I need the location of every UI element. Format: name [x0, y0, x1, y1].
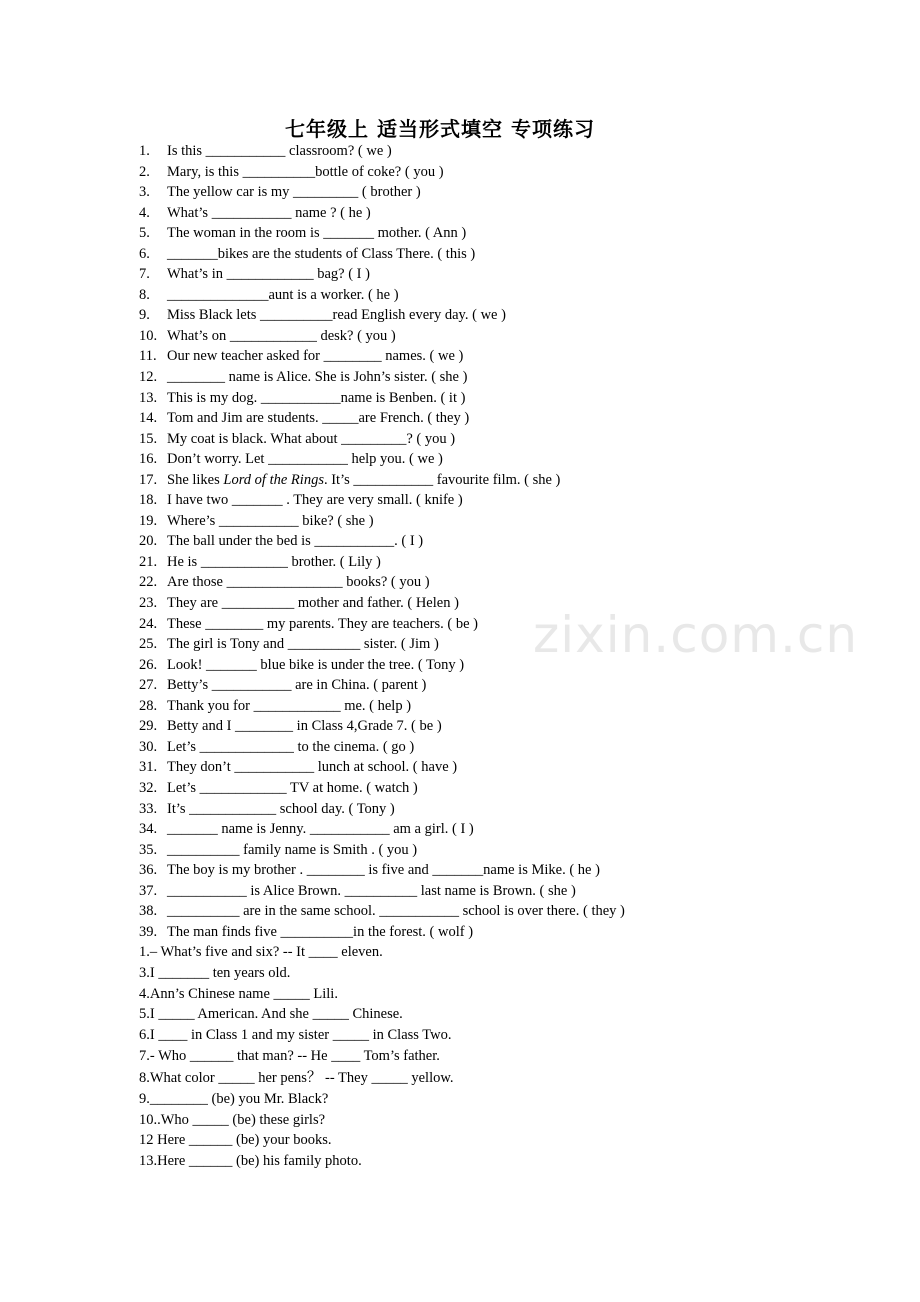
exercise-number: 9. [139, 307, 150, 324]
exercise-text: What’s ___________ name ? ( he ) [167, 204, 371, 221]
exercise-item: 6.I ____ in Class 1 and my sister _____ in Class Two. [139, 1027, 452, 1044]
exercise-item [139, 799, 839, 820]
exercise-item [139, 367, 839, 388]
exercise-item [139, 449, 839, 470]
exercise-number: 12. [139, 369, 158, 386]
exercise-item [139, 388, 839, 409]
exercise-number: 26. [139, 656, 158, 673]
exercise-text: The ball under the bed is ___________. ( I ) [167, 533, 424, 550]
exercise-text: Look! _______ blue bike is under the tree. ( Tony ) [167, 656, 465, 673]
exercise-text: Betty and I ________ in Class 4,Grade 7. ( be ) [167, 718, 442, 735]
exercise-text: Tom and Jim are students. _____are French. ( they ) [167, 410, 470, 427]
exercise-number: 6. [139, 245, 150, 262]
exercise-item [139, 490, 839, 511]
exercise-item: 1.– What’s five and six? -- It ____ eleven. [139, 944, 383, 960]
exercise-item [139, 531, 839, 552]
exercise-number: 19. [139, 512, 158, 529]
exercise-item: 3.I _______ ten years old. [139, 964, 291, 981]
exercise-text: What’s on ____________ desk? ( you ) [167, 327, 396, 344]
exercise-item: 10..Who _____ (be) these girls? [139, 1111, 326, 1128]
exercise-list-2 [139, 942, 839, 1172]
exercise-item [139, 655, 839, 676]
exercise-text: Don’t worry. Let ___________ help you. ( we ) [167, 451, 443, 468]
exercise-item [139, 552, 839, 573]
exercise-item [139, 572, 839, 593]
exercise-text: These ________ my parents. They are teachers. ( be ) [167, 615, 478, 632]
exercise-item [139, 203, 839, 224]
exercise-item: 5.I _____ American. And she _____ Chinese. [139, 1006, 403, 1023]
exercise-item [139, 470, 839, 491]
exercise-text: ______________aunt is a worker. ( he ) [167, 286, 399, 303]
exercise-number: 32. [139, 779, 158, 796]
exercise-text: The man finds five __________in the forest. ( wolf ) [167, 923, 474, 940]
exercise-number: 18. [139, 492, 158, 509]
exercise-item [139, 346, 839, 367]
exercise-text: __________ family name is Smith . ( you ) [167, 841, 418, 858]
exercise-item [139, 737, 839, 758]
exercise-item: 4.Ann’s Chinese name _____ Lili. [139, 985, 338, 1002]
exercise-number: 31. [139, 759, 158, 776]
exercise-number: 20. [139, 533, 158, 550]
exercise-number: 10. [139, 327, 158, 344]
exercise-item [139, 881, 839, 902]
exercise-text: Mary, is this __________bottle of coke? ( you ) [167, 163, 444, 180]
exercise-item [139, 778, 839, 799]
exercise-text: She likes [167, 471, 224, 488]
exercise-text: He is ____________ brother. ( Lily ) [167, 553, 381, 570]
exercise-item [139, 696, 839, 717]
exercise-text: Is this ___________ classroom? ( we ) [167, 143, 392, 159]
exercise-text: ________ name is Alice. She is John’s sister. ( she ) [167, 369, 468, 386]
exercise-number: 2. [139, 163, 150, 180]
exercise-number: 36. [139, 862, 158, 879]
exercise-text: They don’t ___________ lunch at school. ( have ) [167, 759, 458, 776]
exercise-number: 17. [139, 471, 158, 488]
exercise-text: What’s in ____________ bag? ( I ) [167, 266, 370, 283]
exercise-number: 8. [139, 286, 150, 303]
exercise-number: 7. [139, 266, 150, 283]
exercise-number: 28. [139, 697, 158, 714]
exercise-item [139, 162, 839, 183]
exercise-item [139, 757, 839, 778]
exercise-text: _______bikes are the students of Class There. ( this ) [167, 245, 476, 262]
exercise-text: The yellow car is my _________ ( brother ) [167, 184, 421, 201]
exercise-number: 30. [139, 738, 158, 755]
exercise-text: I have two _______ . They are very small. ( knife ) [167, 492, 463, 509]
exercise-text: ___________ is Alice Brown. __________ last name is Brown. ( she ) [167, 882, 576, 899]
exercise-number: 39. [139, 923, 158, 940]
exercise-item [139, 264, 839, 285]
exercise-item [139, 305, 839, 326]
exercise-text: They are __________ mother and father. ( Helen ) [167, 595, 459, 612]
exercise-text: Betty’s ___________ are in China. ( parent ) [167, 677, 427, 694]
exercise-text: It’s ____________ school day. ( Tony ) [167, 800, 395, 817]
exercise-item [139, 716, 839, 737]
exercise-list-1 [139, 141, 839, 942]
exercise-item [139, 326, 839, 347]
exercise-number: 3. [139, 184, 150, 201]
watermark: zixin.com.cn [533, 606, 859, 664]
exercise-number: 29. [139, 718, 158, 735]
exercise-item: 7.- Who ______ that man? -- He ____ Tom’s father. [139, 1047, 440, 1064]
exercise-number: 37. [139, 882, 158, 899]
exercise-item: 8.What color _____ her pens？ -- They _____ yellow. [139, 1069, 454, 1086]
exercise-text: The girl is Tony and __________ sister. ( Jim ) [167, 636, 439, 653]
exercise-item: 9.________ (be) you Mr. Black? [139, 1090, 329, 1107]
exercise-item [139, 182, 839, 203]
exercise-text: Thank you for ____________ me. ( help ) [167, 697, 412, 714]
exercise-item [139, 244, 839, 265]
exercise-number: 21. [139, 553, 158, 570]
exercise-text: Let’s _____________ to the cinema. ( go ) [167, 738, 415, 755]
exercise-item [139, 860, 839, 881]
exercise-item [139, 614, 839, 635]
exercise-item [139, 285, 839, 306]
exercise-item: 13.Here ______ (be) his family photo. [139, 1153, 362, 1170]
exercise-number: 4. [139, 204, 150, 221]
exercise-item [139, 141, 839, 162]
exercise-item [139, 429, 839, 450]
exercise-text: Let’s ____________ TV at home. ( watch ) [167, 779, 418, 796]
exercise-number: 25. [139, 636, 158, 653]
exercise-text: My coat is black. What about _________? ( you ) [167, 430, 456, 447]
exercise-number: 11. [139, 348, 157, 365]
exercise-text: . It’s ___________ favourite film. ( she ) [323, 471, 561, 488]
worksheet-title: 七年级上 适当形式填空 专项练习 [285, 117, 595, 141]
exercise-number: 22. [139, 574, 158, 591]
exercise-text: This is my dog. ___________name is Benben. ( it ) [167, 389, 466, 406]
exercise-item [139, 840, 839, 861]
exercise-item [139, 819, 839, 840]
exercise-number: 16. [139, 451, 158, 468]
exercise-item [139, 223, 839, 244]
exercise-text: __________ are in the same school. ___________ school is over there. ( they ) [167, 903, 625, 920]
exercise-number: 35. [139, 841, 158, 858]
exercise-number: 5. [139, 225, 150, 242]
exercise-number: 15. [139, 430, 158, 447]
exercise-item [139, 408, 839, 429]
exercise-number: 24. [139, 615, 158, 632]
exercise-text: The woman in the room is _______ mother. ( Ann ) [167, 225, 467, 242]
exercise-item [139, 675, 839, 696]
exercise-text: Miss Black lets __________read English every day. ( we ) [167, 307, 506, 324]
exercise-number: 13. [139, 389, 158, 406]
exercise-item [139, 922, 839, 943]
exercise-italic-title: Lord of the Rings [223, 471, 324, 488]
exercise-text: _______ name is Jenny. ___________ am a girl. ( I ) [167, 821, 474, 838]
exercise-item [139, 511, 839, 532]
exercise-number: 23. [139, 595, 158, 612]
exercise-text: Our new teacher asked for ________ names. ( we ) [167, 348, 464, 365]
exercise-number: 1. [139, 143, 150, 159]
exercise-number: 38. [139, 903, 158, 920]
exercise-item [139, 634, 839, 655]
exercise-item [139, 901, 839, 922]
exercise-item: 12 Here ______ (be) your books. [139, 1132, 332, 1149]
exercise-item [139, 593, 839, 614]
exercise-number: 27. [139, 677, 158, 694]
exercise-text: Are those ________________ books? ( you ) [167, 574, 430, 591]
exercise-number: 33. [139, 800, 158, 817]
exercise-text: Where’s ___________ bike? ( she ) [167, 512, 374, 529]
exercise-text: The boy is my brother . ________ is five and _______name is Mike. ( he ) [167, 862, 600, 879]
exercise-number: 14. [139, 410, 158, 427]
exercise-number: 34. [139, 821, 158, 838]
